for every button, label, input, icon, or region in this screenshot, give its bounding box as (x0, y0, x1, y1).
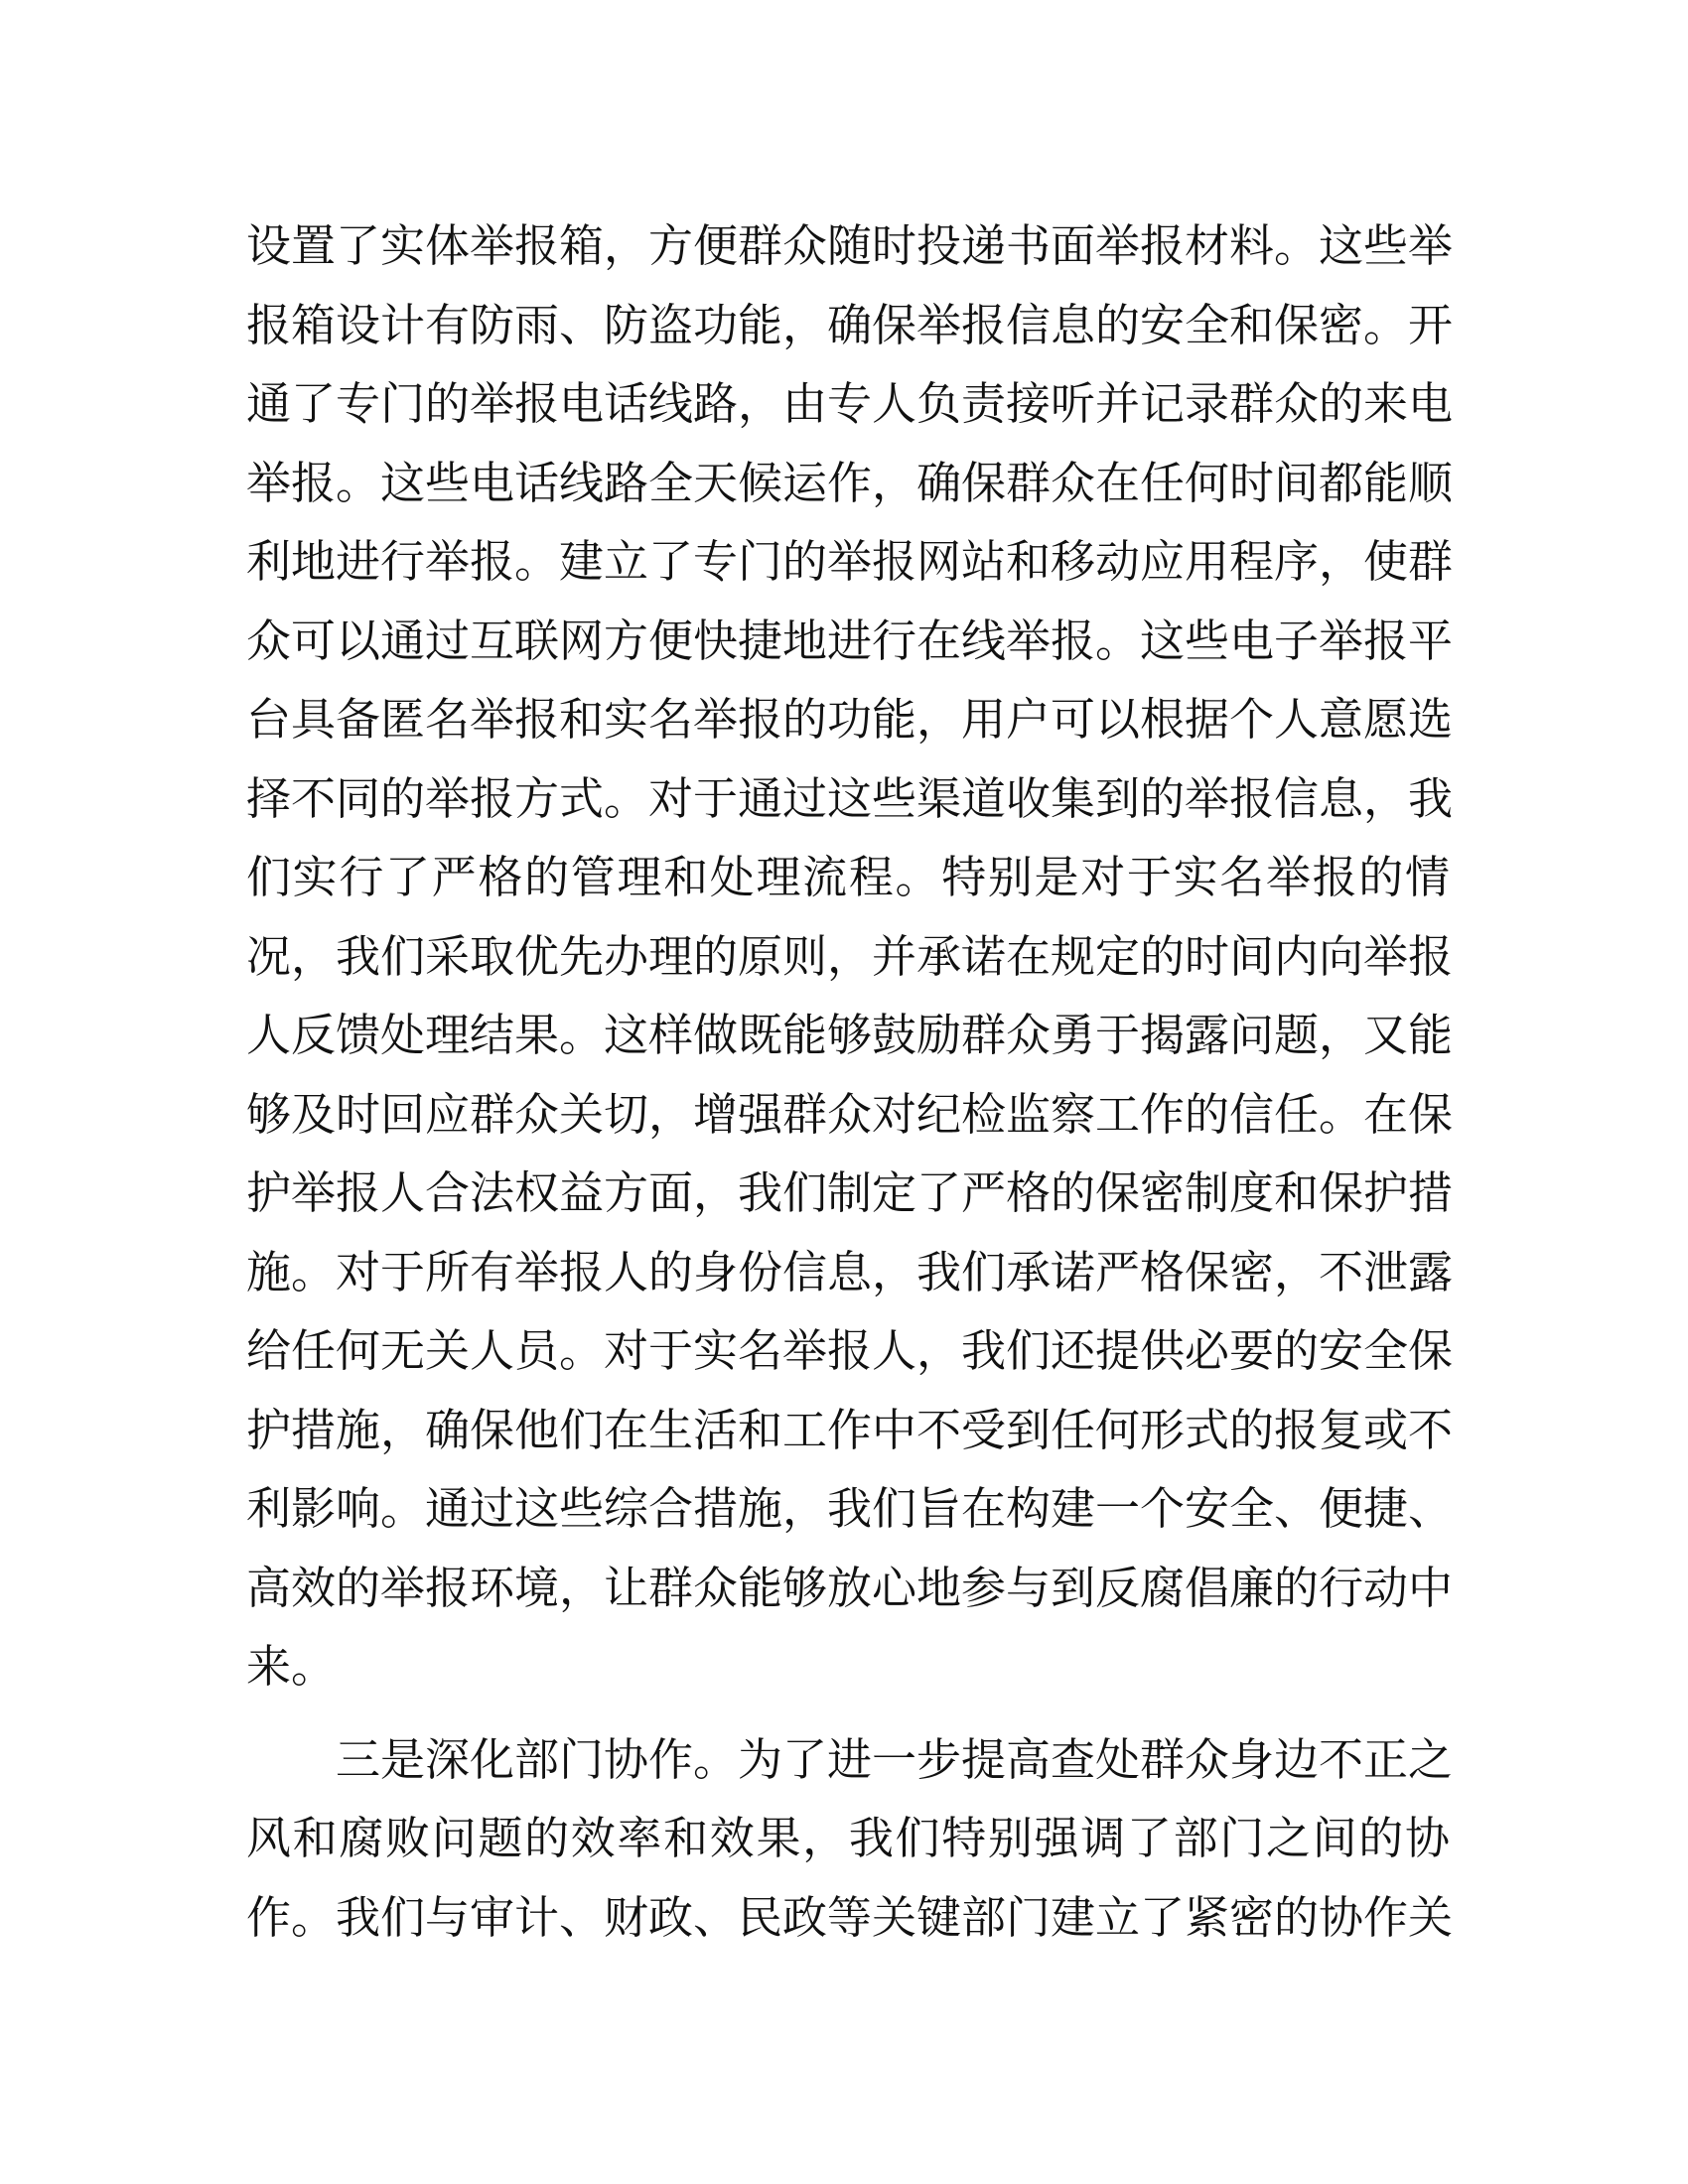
text-line: 作。我们与审计、财政、民政等关键部门建立了紧密的协作关 (246, 1890, 1454, 1944)
text-line: 施。对于所有举报人的身份信息，我们承诺严格保密，不泄露 (246, 1245, 1454, 1298)
text-line: 择不同的举报方式。对于通过这些渠道收集到的举报信息，我 (246, 771, 1454, 825)
text-line: 够及时回应群众关切，增强群众对纪检监察工作的信任。在保 (246, 1087, 1454, 1141)
paragraph-1 (246, 206, 1454, 1706)
text-line: 众可以通过互联网方便快捷地进行在线举报。这些电子举报平 (246, 614, 1454, 667)
text-line: 通了专门的举报电话线路，由专人负责接听并记录群众的来电 (246, 377, 1454, 430)
text-line: 来。 (246, 1640, 337, 1693)
paragraph-2 (246, 1720, 1454, 1958)
body-text (246, 206, 1454, 1957)
text-line: 护措施，确保他们在生活和工作中不受到任何形式的报复或不 (246, 1403, 1454, 1456)
text-line: 风和腐败问题的效率和效果，我们特别强调了部门之间的协 (246, 1812, 1450, 1864)
text-line: 举报。这些电话线路全天候运作，确保群众在任何时间都能顺 (246, 456, 1454, 509)
text-line: 三是深化部门协作。为了进一步提高查处群众身边不正之 (336, 1732, 1454, 1786)
text-line: 利地进行举报。建立了专门的举报网站和移动应用程序，使群 (246, 535, 1454, 588)
text-line: 们实行了严格的管理和处理流程。特别是对于实名举报的情 (246, 851, 1450, 903)
text-line: 高效的举报环境，让群众能够放心地参与到反腐倡廉的行动中 (246, 1561, 1454, 1614)
text-line: 报箱设计有防雨、防盗功能，确保举报信息的安全和保密。开 (246, 298, 1454, 351)
text-line: 人反馈处理结果。这样做既能够鼓励群众勇于揭露问题，又能 (246, 1009, 1454, 1061)
text-line: 给任何无关人员。对于实名举报人，我们还提供必要的安全保 (246, 1324, 1454, 1377)
text-line: 设置了实体举报箱，方便群众随时投递书面举报材料。这些举 (246, 219, 1454, 272)
text-line: 护举报人合法权益方面，我们制定了严格的保密制度和保护措 (246, 1166, 1454, 1219)
text-line: 利影响。通过这些综合措施，我们旨在构建一个安全、便捷、 (246, 1482, 1454, 1535)
paragraph-spacer (246, 1706, 1450, 1720)
text-line: 台具备匿名举报和实名举报的功能，用户可以根据个人意愿选 (246, 693, 1454, 746)
text-line: 况，我们采取优先办理的原则，并承诺在规定的时间内向举报 (246, 929, 1454, 983)
